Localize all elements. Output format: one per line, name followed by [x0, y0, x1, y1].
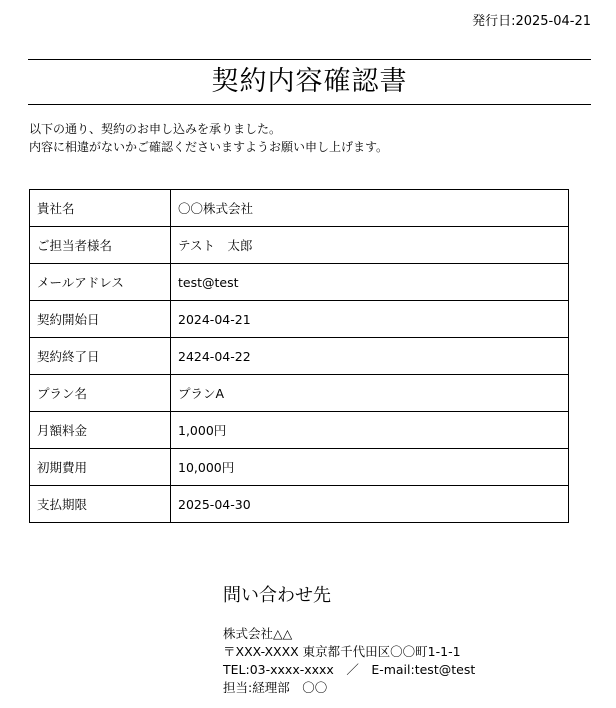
- contact-company: 株式会社△△: [223, 626, 293, 641]
- row-value: テスト 太郎: [171, 227, 569, 264]
- table-row: [30, 264, 569, 301]
- table-row: [30, 375, 569, 412]
- row-value: 2424-04-22: [171, 338, 569, 375]
- title-rule-top: [28, 59, 591, 60]
- row-value: 1,000円: [171, 412, 569, 449]
- contract-details-table: [29, 189, 569, 523]
- table-row: [30, 486, 569, 523]
- intro-line: 以下の通り、契約のお申し込みを承りました。: [29, 122, 282, 136]
- table-row: [30, 301, 569, 338]
- row-label: 契約終了日: [30, 338, 171, 375]
- row-label: メールアドレス: [30, 264, 171, 301]
- row-value: 2025-04-30: [171, 486, 569, 523]
- row-label: 初期費用: [30, 449, 171, 486]
- title-rule-bottom: [28, 104, 591, 105]
- row-label: 貴社名: [30, 190, 171, 227]
- table-row: [30, 449, 569, 486]
- row-label: プラン名: [30, 375, 171, 412]
- row-label: ご担当者様名: [30, 227, 171, 264]
- row-value: プランA: [171, 375, 569, 412]
- document-title: 契約内容確認書: [211, 66, 408, 97]
- row-value: test@test: [171, 264, 569, 301]
- intro-line: 内容に相違がないかご確認くださいますようお願い申し上げます。: [29, 140, 389, 154]
- table-row: [30, 338, 569, 375]
- row-value: 〇〇株式会社: [171, 190, 569, 227]
- contact-address: 〒XXX-XXXX 東京都千代田区〇〇町1-1-1: [223, 644, 461, 659]
- row-label: 契約開始日: [30, 301, 171, 338]
- row-value: 10,000円: [171, 449, 569, 486]
- issue-date: 発行日:2025-04-21: [472, 14, 591, 29]
- table-row: [30, 412, 569, 449]
- contact-person: 担当:経理部 〇〇: [223, 680, 328, 695]
- contact-section: [223, 584, 475, 697]
- contact-heading: 問い合わせ先: [223, 585, 331, 606]
- table-row: [30, 190, 569, 227]
- contact-tel-email: TEL:03-xxxx-xxxx ／ E-mail:test@test: [223, 662, 476, 677]
- table-row: [30, 227, 569, 264]
- row-label: 月額料金: [30, 412, 171, 449]
- row-label: 支払期限: [30, 486, 171, 523]
- intro-text: [29, 120, 388, 156]
- row-value: 2024-04-21: [171, 301, 569, 338]
